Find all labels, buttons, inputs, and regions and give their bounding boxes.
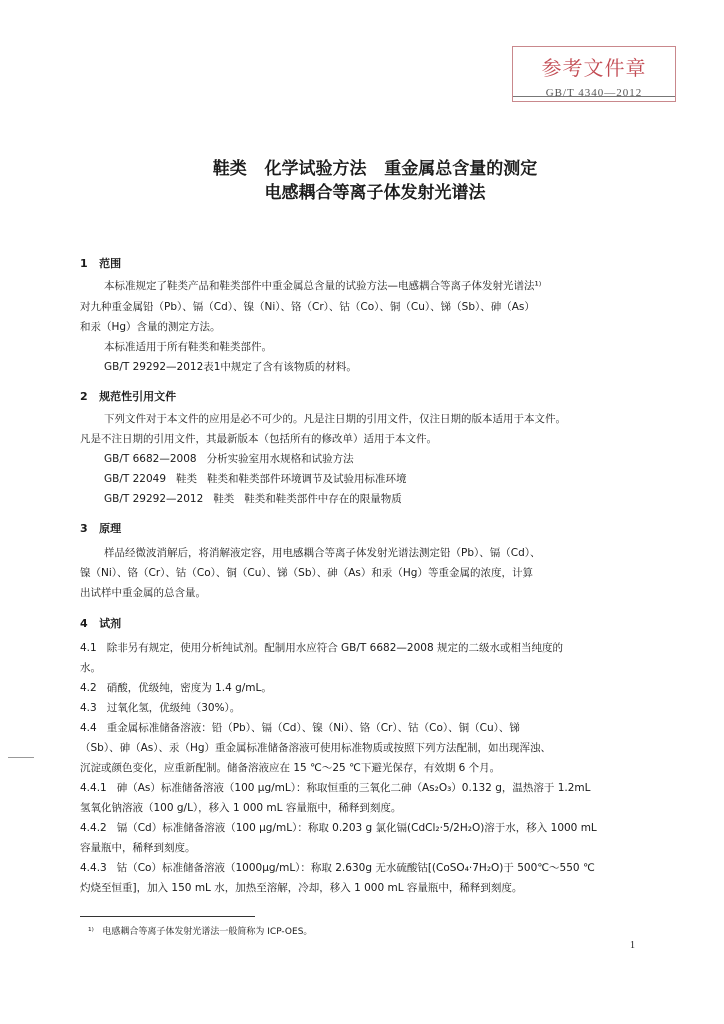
clause-4-1: 4.1 除非另有规定，使用分析纯试剂。配制用水应符合 GB/T 6682—2008 规定的二级水或相当纯度的	[80, 642, 563, 654]
scan-margin-mark	[8, 757, 34, 758]
clause-4-4-3: 4.4.3 钴（Co）标准储备溶液（1000μg/mL）：称取 2.630g 无水硫酸钴[(CoSO₄·7H₂O)于 500℃～550 ℃	[80, 862, 595, 874]
section-1-line: 本标准规定了鞋类产品和鞋类部件中重金属总含量的试验方法—电感耦合等离子体发射光谱法¹⁾	[104, 280, 542, 292]
clause-4-3: 4.3 过氧化氢，优级纯（30%）。	[80, 702, 241, 714]
page-number: 1	[630, 940, 635, 951]
section-1-line: 本标准适用于所有鞋类和鞋类部件。	[104, 341, 272, 353]
referenced-standard: GB/T 6682—2008 分析实验室用水规格和试验方法	[104, 453, 354, 465]
section-2-heading: 2 规范性引用文件	[80, 390, 177, 403]
clause-4-4-cont: 沉淀或颜色变化，应重新配制。储备溶液应在 15 ℃～25 ℃下避光保存，有效期 6 个月。	[80, 762, 501, 774]
clause-4-4-1-cont: 氢氧化钠溶液（100 g/L），移入 1 000 mL 容量瓶中，稀释到刻度。	[80, 802, 402, 814]
clause-4-4-2-cont: 容量瓶中，稀释到刻度。	[80, 842, 196, 854]
footnote-rule	[80, 916, 255, 917]
section-1-heading: 1 范围	[80, 257, 122, 270]
stamp-text: 参考文件章	[541, 56, 647, 80]
section-2-line: 凡是不注日期的引用文件，其最新版本（包括所有的修改单）适用于本文件。	[80, 433, 437, 445]
section-4-heading: 4 试剂	[80, 617, 122, 630]
reference-document-stamp	[512, 46, 676, 102]
clause-4-4-1: 4.4.1 砷（As）标准储备溶液（100 μg/mL）：称取恒重的三氧化二砷（As₂O₃）0.132 g，温热溶于 1.2mL	[80, 782, 591, 794]
clause-4-4-3-cont: 灼烧至恒重]，加入 150 mL 水，加热至溶解，冷却，移入 1 000 mL 容量瓶中，稀释到刻度。	[80, 882, 523, 894]
section-1-line: GB/T 29292—2012表1中规定了含有该物质的材料。	[104, 361, 357, 373]
section-1-line: 对九种重金属铅（Pb）、镉（Cd）、镍（Ni）、铬（Cr）、钴（Co）、铜（Cu）、锑（Sb）、砷（As）	[80, 301, 535, 313]
section-3-line: 镍（Ni）、铬（Cr）、钴（Co）、铜（Cu）、锑（Sb）、砷（As）和汞（Hg）等重金属的浓度，计算	[80, 567, 533, 579]
clause-4-4-2: 4.4.2 镉（Cd）标准储备溶液（100 μg/mL）：称取 0.203 g 氯化镉(CdCl₂·5/2H₂O)溶于水，移入 1000 mL	[80, 822, 597, 834]
document-title-line1: 鞋类 化学试验方法 重金属总含量的测定	[212, 159, 538, 179]
clause-4-2: 4.2 硝酸，优级纯，密度为 1.4 g/mL。	[80, 682, 272, 694]
document-title-line2: 电感耦合等离子体发射光谱法	[264, 183, 486, 203]
referenced-standard: GB/T 22049 鞋类 鞋类和鞋类部件环境调节及试验用标准环境	[104, 473, 407, 485]
section-3-heading: 3 原理	[80, 522, 122, 535]
standard-number: GB/T 4340—2012	[545, 87, 643, 99]
clause-4-4: 4.4 重金属标准储备溶液：铅（Pb）、镉（Cd）、镍（Ni）、铬（Cr）、钴（Co）、铜（Cu）、锑	[80, 722, 520, 734]
clause-4-4-cont: （Sb）、砷（As）、汞（Hg）重金属标准储备溶液可使用标准物质或按照下列方法配制，如出现浑浊、	[80, 742, 552, 754]
clause-4-1-cont: 水。	[80, 662, 101, 674]
footnote: ¹⁾ 电感耦合等离子体发射光谱法一般简称为 ICP-OES。	[88, 927, 313, 937]
section-3-line: 样品经微波消解后，将消解液定容，用电感耦合等离子体发射光谱法测定铅（Pb）、镉（Cd）、	[104, 547, 541, 559]
referenced-standard: GB/T 29292—2012 鞋类 鞋类和鞋类部件中存在的限量物质	[104, 493, 402, 505]
section-1-line: 和汞（Hg）含量的测定方法。	[80, 321, 221, 333]
section-3-line: 出试样中重金属的总含量。	[80, 587, 206, 599]
section-2-line: 下列文件对于本文件的应用是必不可少的。凡是注日期的引用文件，仅注日期的版本适用于本文件。	[104, 413, 566, 425]
